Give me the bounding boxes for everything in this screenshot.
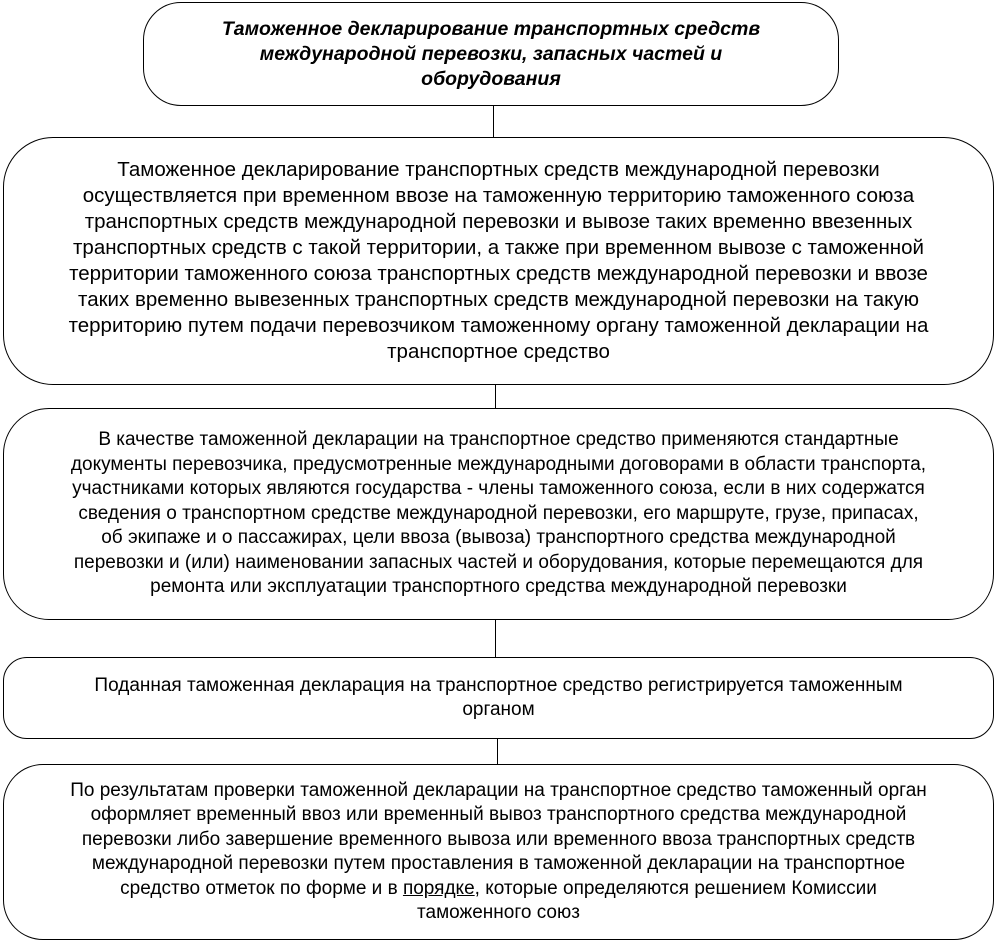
procedure-link[interactable]: порядке bbox=[402, 877, 475, 899]
text-line: органом bbox=[462, 699, 535, 720]
registration-box bbox=[3, 657, 994, 739]
text-line: ремонта или эксплуатации транспортного средства международной перевозки bbox=[150, 576, 847, 598]
text-line: сведения о транспортном средстве международной перевозки, его маршруте, грузе, припасах, bbox=[78, 502, 919, 524]
text-line: об экипаже и о пассажирах, цели ввоза (вывоза) транспортного средства международной bbox=[101, 527, 896, 549]
registration-text bbox=[94, 674, 902, 723]
text-line-part: , которые определяются решением Комиссии bbox=[474, 877, 877, 899]
text-line: По результатам проверки таможенной декларации на транспортное средство таможенный орган bbox=[70, 779, 927, 801]
text-line: осуществляется при временном ввозе на таможенную территорию таможенного союза bbox=[82, 184, 915, 207]
text-line: транспортных средств международной перевозки и вывозе таких временно ввезенных bbox=[84, 210, 913, 233]
connector-line bbox=[493, 106, 494, 137]
declaration-documents-text bbox=[71, 428, 926, 600]
title-text bbox=[222, 17, 760, 92]
verification-result-text bbox=[70, 779, 927, 926]
text-line: таких временно вывезенных транспортных средств международной перевозки на такую bbox=[78, 288, 919, 311]
verification-result-box bbox=[3, 764, 994, 940]
text-line: территорию путем подачи перевозчиком таможенному органу таможенной декларации на bbox=[68, 314, 929, 337]
text-line: документы перевозчика, предусмотренные международными договорами в области транспорта, bbox=[70, 453, 927, 475]
declaration-scope-text bbox=[69, 157, 929, 365]
title-line: международной перевозки, запасных частей и bbox=[259, 42, 723, 65]
text-line: перевозки и (или) наименовании запасных частей и оборудования, которые перемещаются для bbox=[73, 551, 924, 573]
text-line: В качестве таможенной декларации на транспортное средство применяются стандартные bbox=[98, 429, 899, 451]
title-line: Таможенное декларирование транспортных средств bbox=[221, 17, 761, 40]
connector-line bbox=[495, 620, 496, 657]
text-line: оформляет временный ввоз или временный вывоз транспортного средства международной bbox=[90, 804, 907, 825]
text-line: Поданная таможенная декларация на транспортное средство регистрируется таможенным bbox=[94, 674, 903, 696]
text-line-part: средство отметок по форме и в bbox=[120, 877, 403, 899]
title-box bbox=[143, 2, 839, 106]
text-line: транспортных средств с такой территории, а также при временном вывозе с таможенной bbox=[73, 236, 924, 259]
connector-line bbox=[497, 739, 498, 764]
text-line: транспортное средство bbox=[387, 340, 610, 363]
text-line: таможенного союз bbox=[417, 902, 580, 923]
text-line: международной перевозки путем проставления в таможенной декларации на транспортное bbox=[91, 853, 906, 874]
text-line: участниками которых являются государства - члены таможенного союза, если в них содержатся bbox=[72, 478, 925, 500]
declaration-documents-box bbox=[3, 408, 994, 620]
declaration-scope-box bbox=[3, 137, 994, 385]
text-line: перевозки либо завершение временного вывоза или временного ввоза транспортных средств bbox=[81, 828, 916, 850]
text-line: территории таможенного союза транспортных средств международной перевозки и ввозе bbox=[69, 262, 928, 285]
connector-line bbox=[495, 385, 496, 408]
text-line: Таможенное декларирование транспортных средств международной перевозки bbox=[117, 158, 880, 181]
title-line: оборудования bbox=[421, 67, 561, 90]
